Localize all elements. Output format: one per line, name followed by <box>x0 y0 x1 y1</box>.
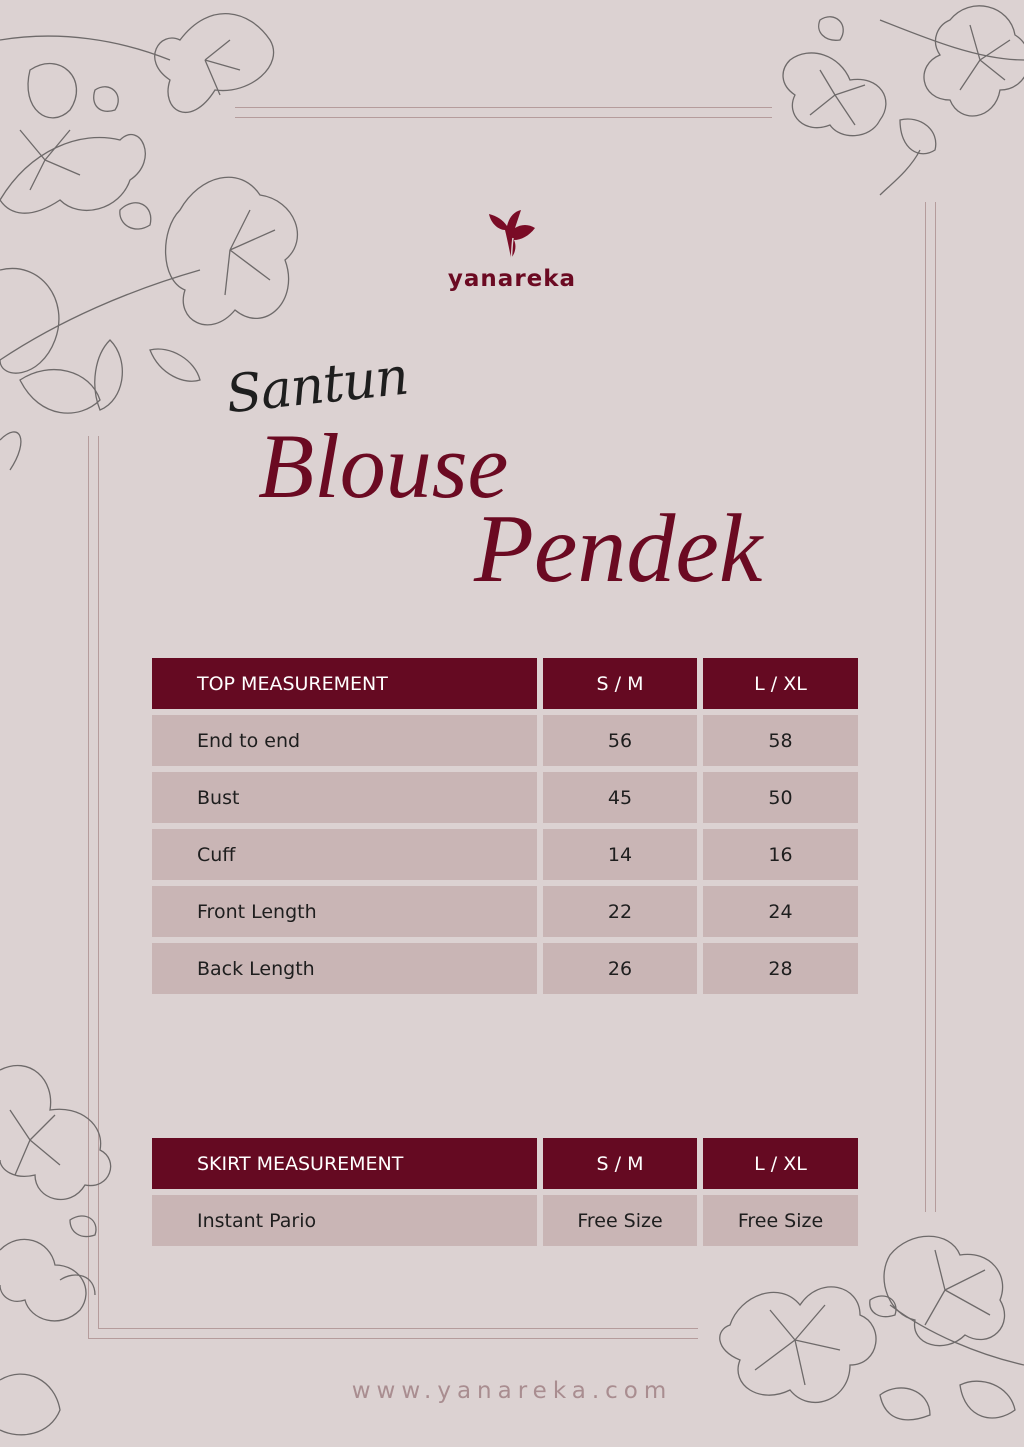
header-cell: S / M <box>543 658 697 709</box>
table-row <box>152 715 858 766</box>
footer-website-url: www.yanareka.com <box>351 1378 673 1404</box>
size-value: 28 <box>703 943 858 994</box>
measurement-label: Bust <box>152 772 537 823</box>
size-value: Free Size <box>543 1195 697 1246</box>
table-row <box>152 1195 858 1246</box>
size-value: 45 <box>543 772 697 823</box>
size-value: 26 <box>543 943 697 994</box>
header-cell: L / XL <box>703 1138 858 1189</box>
title-script: Santun <box>223 346 411 426</box>
size-value: 58 <box>703 715 858 766</box>
floral-top-right-illustration <box>780 0 1024 200</box>
title-line-2: Pendek <box>474 495 763 603</box>
table-row <box>152 943 858 994</box>
table-header-row <box>152 658 858 709</box>
size-value: 22 <box>543 886 697 937</box>
table-row <box>152 772 858 823</box>
top-measurement-table <box>152 658 858 1000</box>
butterfly-logo-icon <box>487 208 537 264</box>
measurement-label: End to end <box>152 715 537 766</box>
table-row <box>152 886 858 937</box>
frame-right-line-inner <box>925 202 926 1212</box>
frame-right-line <box>935 202 936 1212</box>
frame-bottom-line-inner <box>98 1328 698 1329</box>
brand-logo <box>440 208 584 292</box>
title-line-1: Blouse <box>258 415 509 517</box>
brand-name: yanareka <box>447 266 577 292</box>
table-row <box>152 829 858 880</box>
header-cell: SKIRT MEASUREMENT <box>152 1138 537 1189</box>
measurement-label: Cuff <box>152 829 537 880</box>
measurement-label: Back Length <box>152 943 537 994</box>
frame-bottom-line <box>88 1338 698 1339</box>
header-cell: L / XL <box>703 658 858 709</box>
size-value: 24 <box>703 886 858 937</box>
size-value: 50 <box>703 772 858 823</box>
measurement-label: Instant Pario <box>152 1195 537 1246</box>
table-header-row <box>152 1138 858 1189</box>
measurement-label: Front Length <box>152 886 537 937</box>
size-value: 56 <box>543 715 697 766</box>
size-value: 16 <box>703 829 858 880</box>
size-value: Free Size <box>703 1195 858 1246</box>
header-cell: S / M <box>543 1138 697 1189</box>
skirt-measurement-table <box>152 1138 858 1252</box>
size-value: 14 <box>543 829 697 880</box>
floral-bottom-right-illustration <box>700 1225 1024 1447</box>
header-cell: TOP MEASUREMENT <box>152 658 537 709</box>
